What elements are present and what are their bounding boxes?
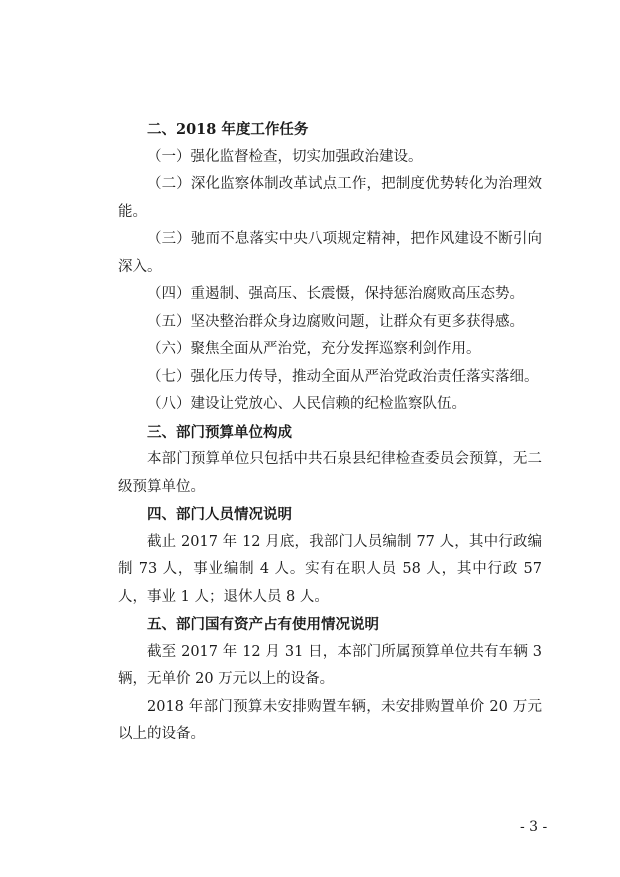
task-item-3: （三）驰而不息落实中央八项规定精神，把作风建设不断引向深入。 — [118, 231, 542, 275]
task-item-2: （二）深化监察体制改革试点工作，把制度优势转化为治理效能。 — [118, 176, 542, 220]
task-item-4: （四）重遏制、强高压、长震慑，保持惩治腐败高压态势。 — [147, 286, 524, 302]
assets-paragraph-2: 2018 年部门预算未安排购置车辆，未安排购置单价 20 万元以上的设备。 — [118, 698, 542, 742]
units-paragraph: 本部门预算单位只包括中共石泉县纪律检查委员会预算，无二级预算单位。 — [118, 451, 542, 495]
task-item-8: （八）建设让党放心、人民信赖的纪检监察队伍。 — [147, 396, 466, 412]
document-body — [118, 116, 542, 749]
task-item-5: （五）坚决整治群众身边腐败问题，让群众有更多获得感。 — [147, 313, 524, 330]
task-item-6: （六）聚焦全面从严治党，充分发挥巡察利剑作用。 — [147, 341, 481, 357]
page-number: - 3 - — [520, 819, 548, 835]
staff-paragraph: 截止 2017 年 12 月底，我部门人员编制 77 人，其中行政编制 73 人，事业编制 4 人。实有在职人员 58 人，其中行政 57 人，事业 1 人；退休人员 8 人。 — [118, 533, 542, 605]
task-item-7: （七）强化压力传导，推动全面从严治党政治责任落实落细。 — [147, 368, 539, 385]
section-heading-assets: 五、部门国有资产占有使用情况说明 — [147, 616, 379, 633]
section-heading-units: 三、部门预算单位构成 — [147, 423, 292, 441]
assets-paragraph-1: 截至 2017 年 12 月 31 日，本部门所属预算单位共有车辆 3 辆，无单价 20 万元以上的设备。 — [118, 643, 542, 687]
section-heading-tasks: 二、2018 年度工作任务 — [147, 121, 309, 138]
section-heading-staff: 四、部门人员情况说明 — [147, 506, 292, 523]
task-item-1: （一）强化监督检查，切实加强政治建设。 — [147, 148, 423, 165]
